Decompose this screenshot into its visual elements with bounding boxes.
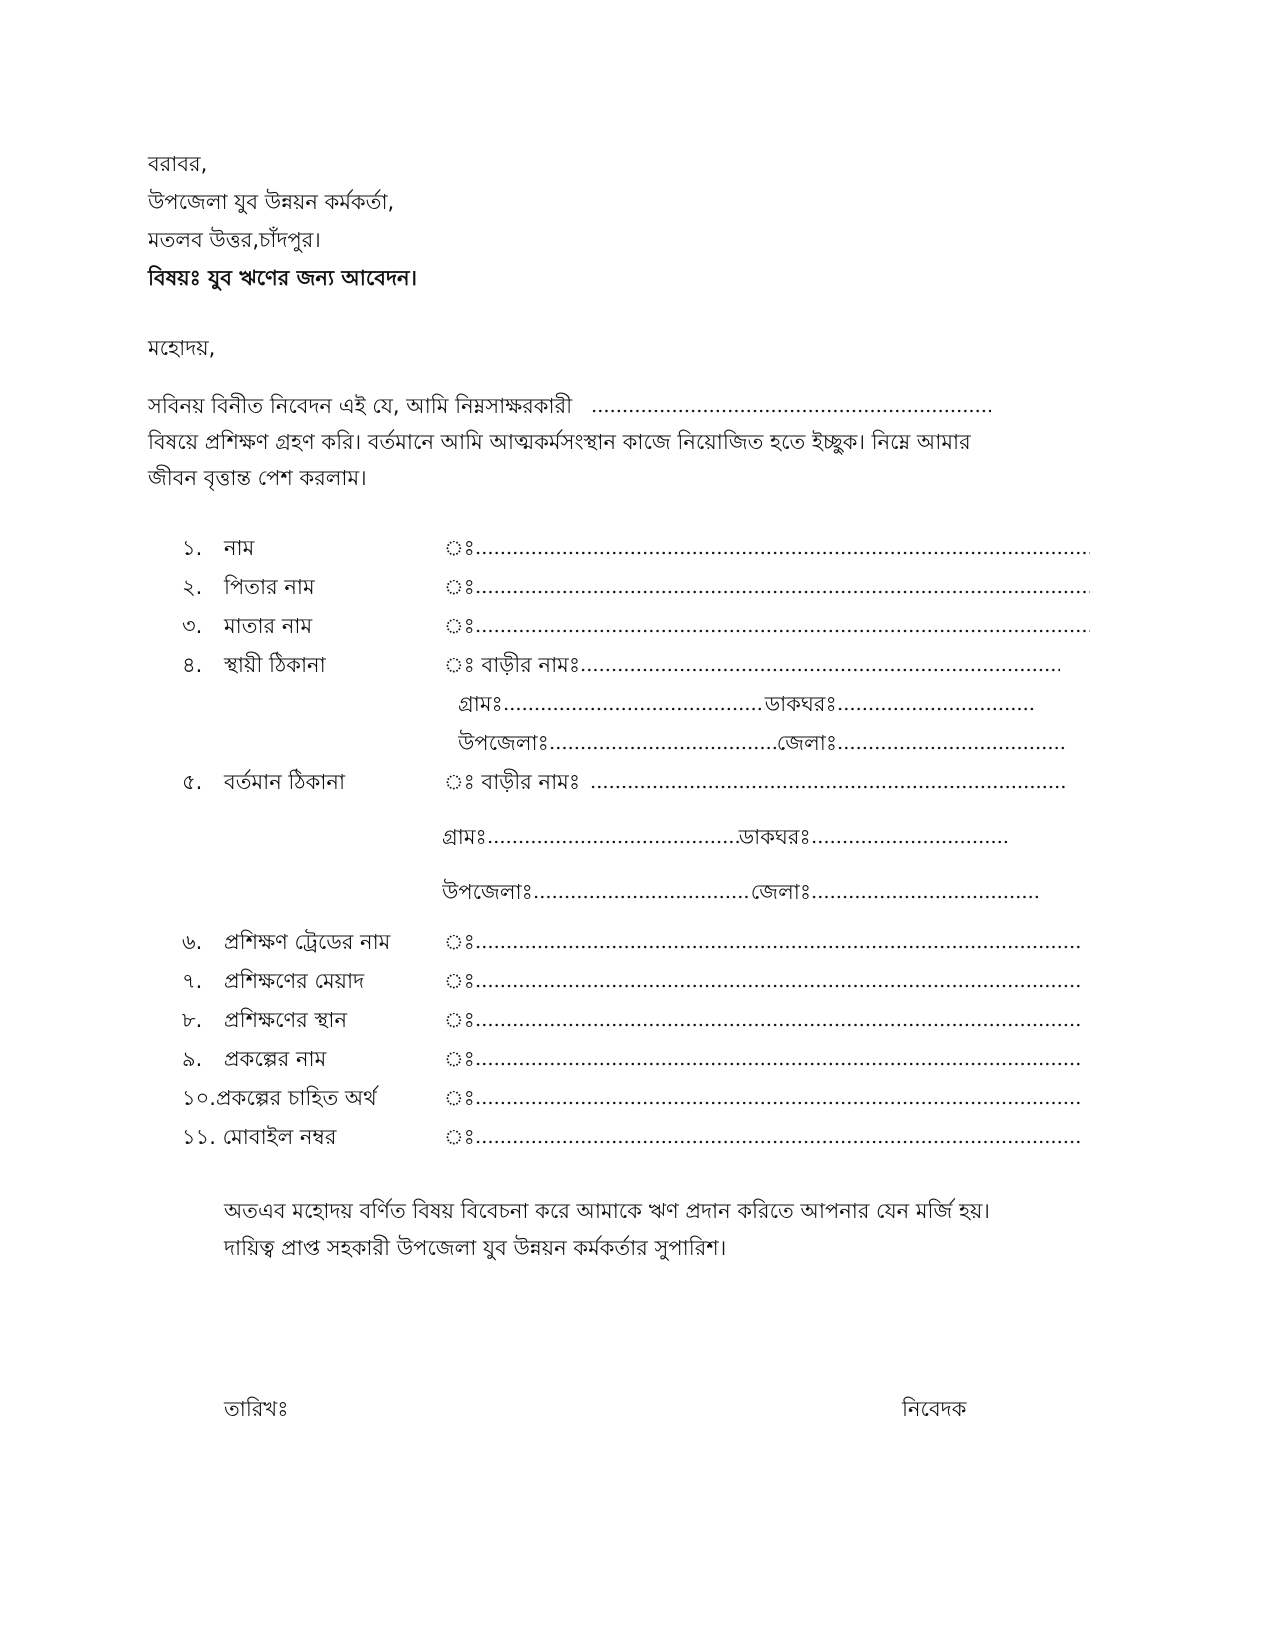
permanent-upazila-label: উপজেলাঃ [458, 731, 549, 755]
field-label-project-name: ৯. প্রকল্পের নাম [182, 1047, 327, 1071]
intro-line-1 [148, 392, 991, 420]
field-label-present-address: ৫. বর্তমান ঠিকানা [182, 770, 346, 794]
field-label-permanent-address: ৪. স্থায়ী ঠিকানা [182, 653, 326, 677]
field-input-project-amount[interactable]: ঃ [444, 1084, 1083, 1112]
present-district-blank[interactable] [811, 895, 1039, 899]
salutation-to: বরাবর, [148, 152, 208, 176]
present-village-blank[interactable] [487, 840, 739, 844]
greeting: মহোদয়, [148, 336, 216, 360]
field-input-mobile-number[interactable]: ঃ [444, 1123, 1083, 1151]
field-label-father-name: ২. পিতার নাম [182, 575, 315, 599]
intro-line-1-text: সবিনয় বিনীত নিবেদন এই যে, আমি নিম্নসাক্ষরকারী [148, 394, 573, 418]
field-input-name[interactable]: ঃ [444, 534, 1090, 562]
field-label-training-duration: ৭. প্রশিক্ষণের মেয়াদ [182, 969, 365, 993]
field-input-training-duration[interactable]: ঃ [444, 967, 1083, 995]
recipient-location: মতলব উত্তর,চাঁদপুর। [148, 228, 321, 252]
field-input-permanent-village-post[interactable] [458, 690, 1035, 718]
date-label: তারিখঃ [224, 1397, 289, 1421]
field-input-present-house-name[interactable]: ঃ বাড়ীর নামঃ [444, 768, 1068, 796]
present-district-label: জেলাঃ [750, 880, 812, 904]
permanent-upazila-blank[interactable] [549, 746, 777, 750]
present-post-office-blank[interactable] [811, 840, 1009, 844]
field-input-mother-name[interactable]: ঃ [444, 612, 1090, 640]
field-label-mobile-number: ১১. মোবাইল নম্বর [182, 1125, 337, 1149]
field-input-training-place[interactable]: ঃ [444, 1006, 1083, 1034]
field-input-permanent-upazila-district[interactable] [458, 729, 1065, 757]
recipient-title: উপজেলা যুব উন্নয়ন কর্মকর্তা, [148, 190, 395, 214]
field-input-training-trade[interactable]: ঃ [444, 928, 1083, 956]
permanent-district-blank[interactable] [837, 746, 1065, 750]
permanent-district-label: জেলাঃ [776, 731, 838, 755]
permanent-village-blank[interactable] [503, 707, 765, 711]
field-input-permanent-house-name[interactable]: ঃ বাড়ীর নামঃ [444, 651, 1060, 679]
intro-line-2: বিষয়ে প্রশিক্ষণ গ্রহণ করি। বর্তমানে আমি আত্মকর্মসংস্থান কাজে নিয়োজিত হতে ইচ্ছুক। নিম্নে আমার [148, 430, 971, 454]
permanent-post-office-label: ডাকঘরঃ [764, 692, 837, 716]
subject-line: বিষয়ঃ যুব ঋণের জন্য আবেদন। [148, 266, 418, 290]
present-upazila-blank[interactable] [533, 895, 751, 899]
field-input-father-name[interactable]: ঃ [444, 573, 1090, 601]
field-label-training-trade: ৬. প্রশিক্ষণ ট্রেডের নাম [182, 930, 391, 954]
field-label-training-place: ৮. প্রশিক্ষণের স্থান [182, 1008, 348, 1032]
present-upazila-label: উপজেলাঃ [442, 880, 533, 904]
field-label-name: ১. নাম [182, 536, 255, 560]
applicant-label: নিবেদক [902, 1397, 967, 1421]
closing-line-2: দায়িত্ব প্রাপ্ত সহকারী উপজেলা যুব উন্নয়ন কর্মকর্তার সুপারিশ। [224, 1236, 727, 1260]
permanent-village-label: গ্রামঃ [458, 692, 503, 716]
field-input-project-name[interactable]: ঃ [444, 1045, 1083, 1073]
permanent-post-office-blank[interactable] [837, 707, 1035, 711]
field-input-present-village-post[interactable] [442, 823, 1009, 851]
name-blank-leader[interactable] [591, 409, 991, 413]
field-label-mother-name: ৩. মাতার নাম [182, 614, 313, 638]
closing-line-1: অতএব মহোদয় বর্ণিত বিষয় বিবেচনা করে আমাকে ঋণ প্রদান করিতে আপনার যেন মর্জি হয়। [224, 1199, 990, 1223]
field-label-project-amount: ১০.প্রকল্পের চাহিত অর্থ [182, 1086, 377, 1110]
field-input-present-upazila-district[interactable] [442, 878, 1039, 906]
present-post-office-label: ডাকঘরঃ [738, 825, 811, 849]
intro-line-3: জীবন বৃত্তান্ত পেশ করলাম। [148, 466, 367, 490]
present-village-label: গ্রামঃ [442, 825, 487, 849]
